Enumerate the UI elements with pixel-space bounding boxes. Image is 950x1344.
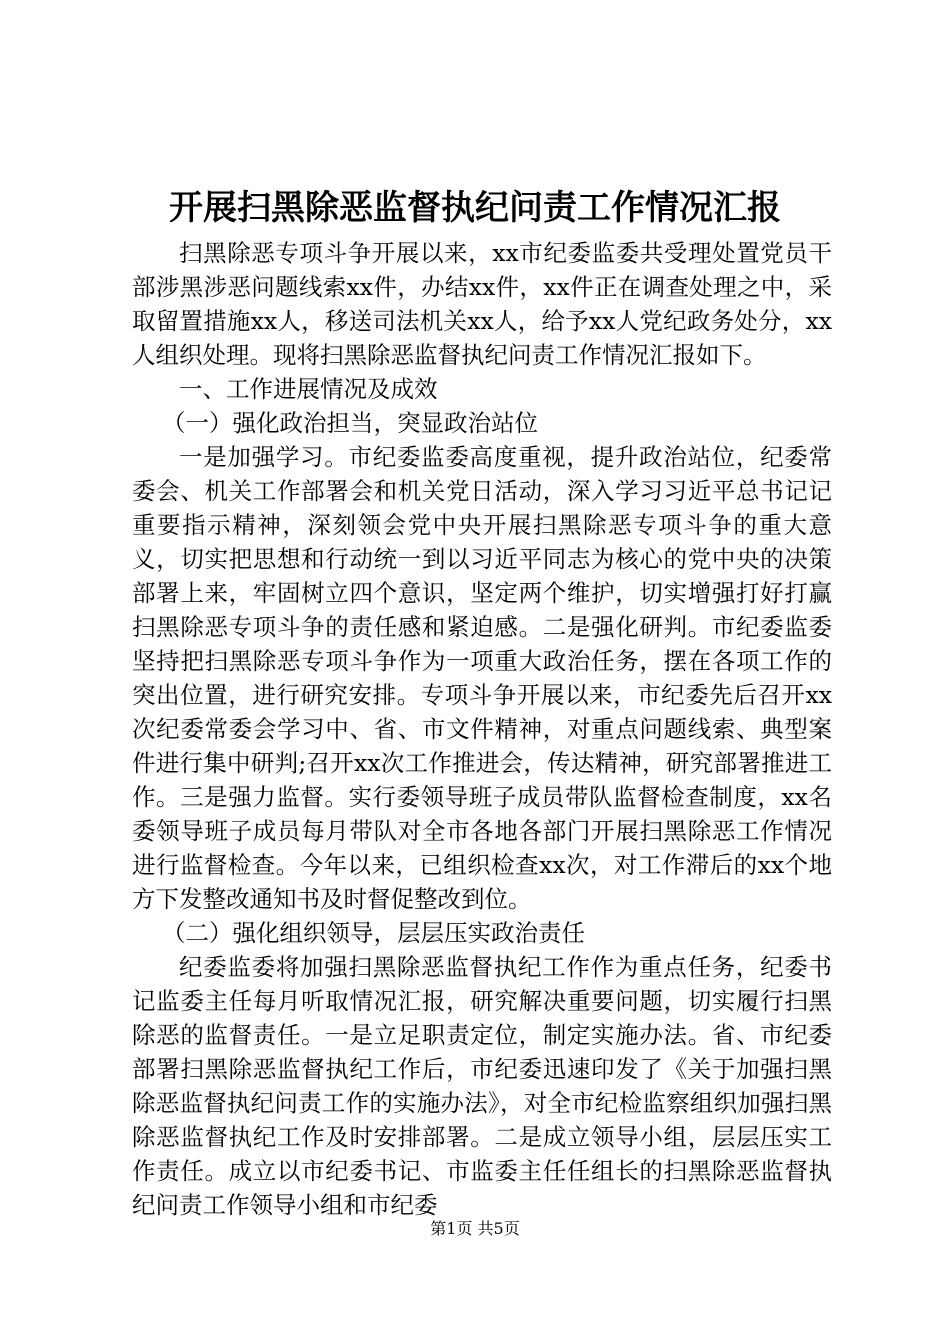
subsection-heading-2: （二）强化组织领导，层层压实政治责任 [162, 919, 585, 947]
document-body [132, 236, 832, 1222]
subsection-body-2: 纪委监委将加强扫黑除恶监督执纪工作作为重点任务，纪委书记监委主任每月听取情况汇报，研究解决重要问题，切实履行扫黑除恶的监督责任。一是立足职责定位，制定实施办法。省、市纪委部署扫黑除恶监督执纪工作后，市纪委迅速印发了《关于加强扫黑除恶监督执纪问责工作的实施办法》，对全市纪检监察组织加强扫黑除恶监督执纪工作及时安排部署。二是成立领导小组，层层压实工作责任。成立以市纪委书记、市监委主任任组长的扫黑除恶监督执纪问责工作领导小组和市纪委 [132, 953, 832, 1219]
intro-paragraph: 扫黑除恶专项斗争开展以来，xx市纪委监委共受理处置党员干部涉黑涉恶问题线索xx件，办结xx件，xx件正在调查处理之中，采取留置措施xx人，移送司法机关xx人，给予xx人党纪政务处分，xx人组织处理。现将扫黑除恶监督执纪问责工作情况汇报如下。 [132, 239, 832, 369]
document-title: 开展扫黑除恶监督执纪问责工作情况汇报 [169, 188, 781, 228]
page-number: 第1页 共5页 [430, 1219, 520, 1238]
subsection-heading-1: （一）强化政治担当，突显政治站位 [162, 409, 538, 437]
section-heading: 一、工作进展情况及成效 [179, 375, 438, 403]
subsection-body-1: 一是加强学习。市纪委监委高度重视，提升政治站位，纪委常委会、机关工作部署会和机关党日活动，深入学习习近平总书记记重要指示精神，深刻领会党中央开展扫黑除恶专项斗争的重大意义，切实把思想和行动统一到以习近平同志为核心的党中央的决策部署上来，牢固树立四个意识，坚定两个维护，切实增强打好打赢扫黑除恶专项斗争的责任感和紧迫感。二是强化研判。市纪委监委坚持把扫黑除恶专项斗争作为一项重大政治任务，摆在各项工作的突出位置，进行研究安排。专项斗争开展以来，市纪委先后召开xx次纪委常委会学习中、省、市文件精神，对重点问题线索、典型案件进行集中研判;召开xx次工作推进会，传达精神，研究部署推进工作。三是强力监督。实行委领导班子成员带队监督检查制度，xx名委领导班子成员每月带队对全市各地各部门开展扫黑除恶工作情况进行监督检查。今年以来，已组织检查xx次，对工作滞后的xx个地方下发整改通知书及时督促整改到位。 [132, 443, 832, 913]
